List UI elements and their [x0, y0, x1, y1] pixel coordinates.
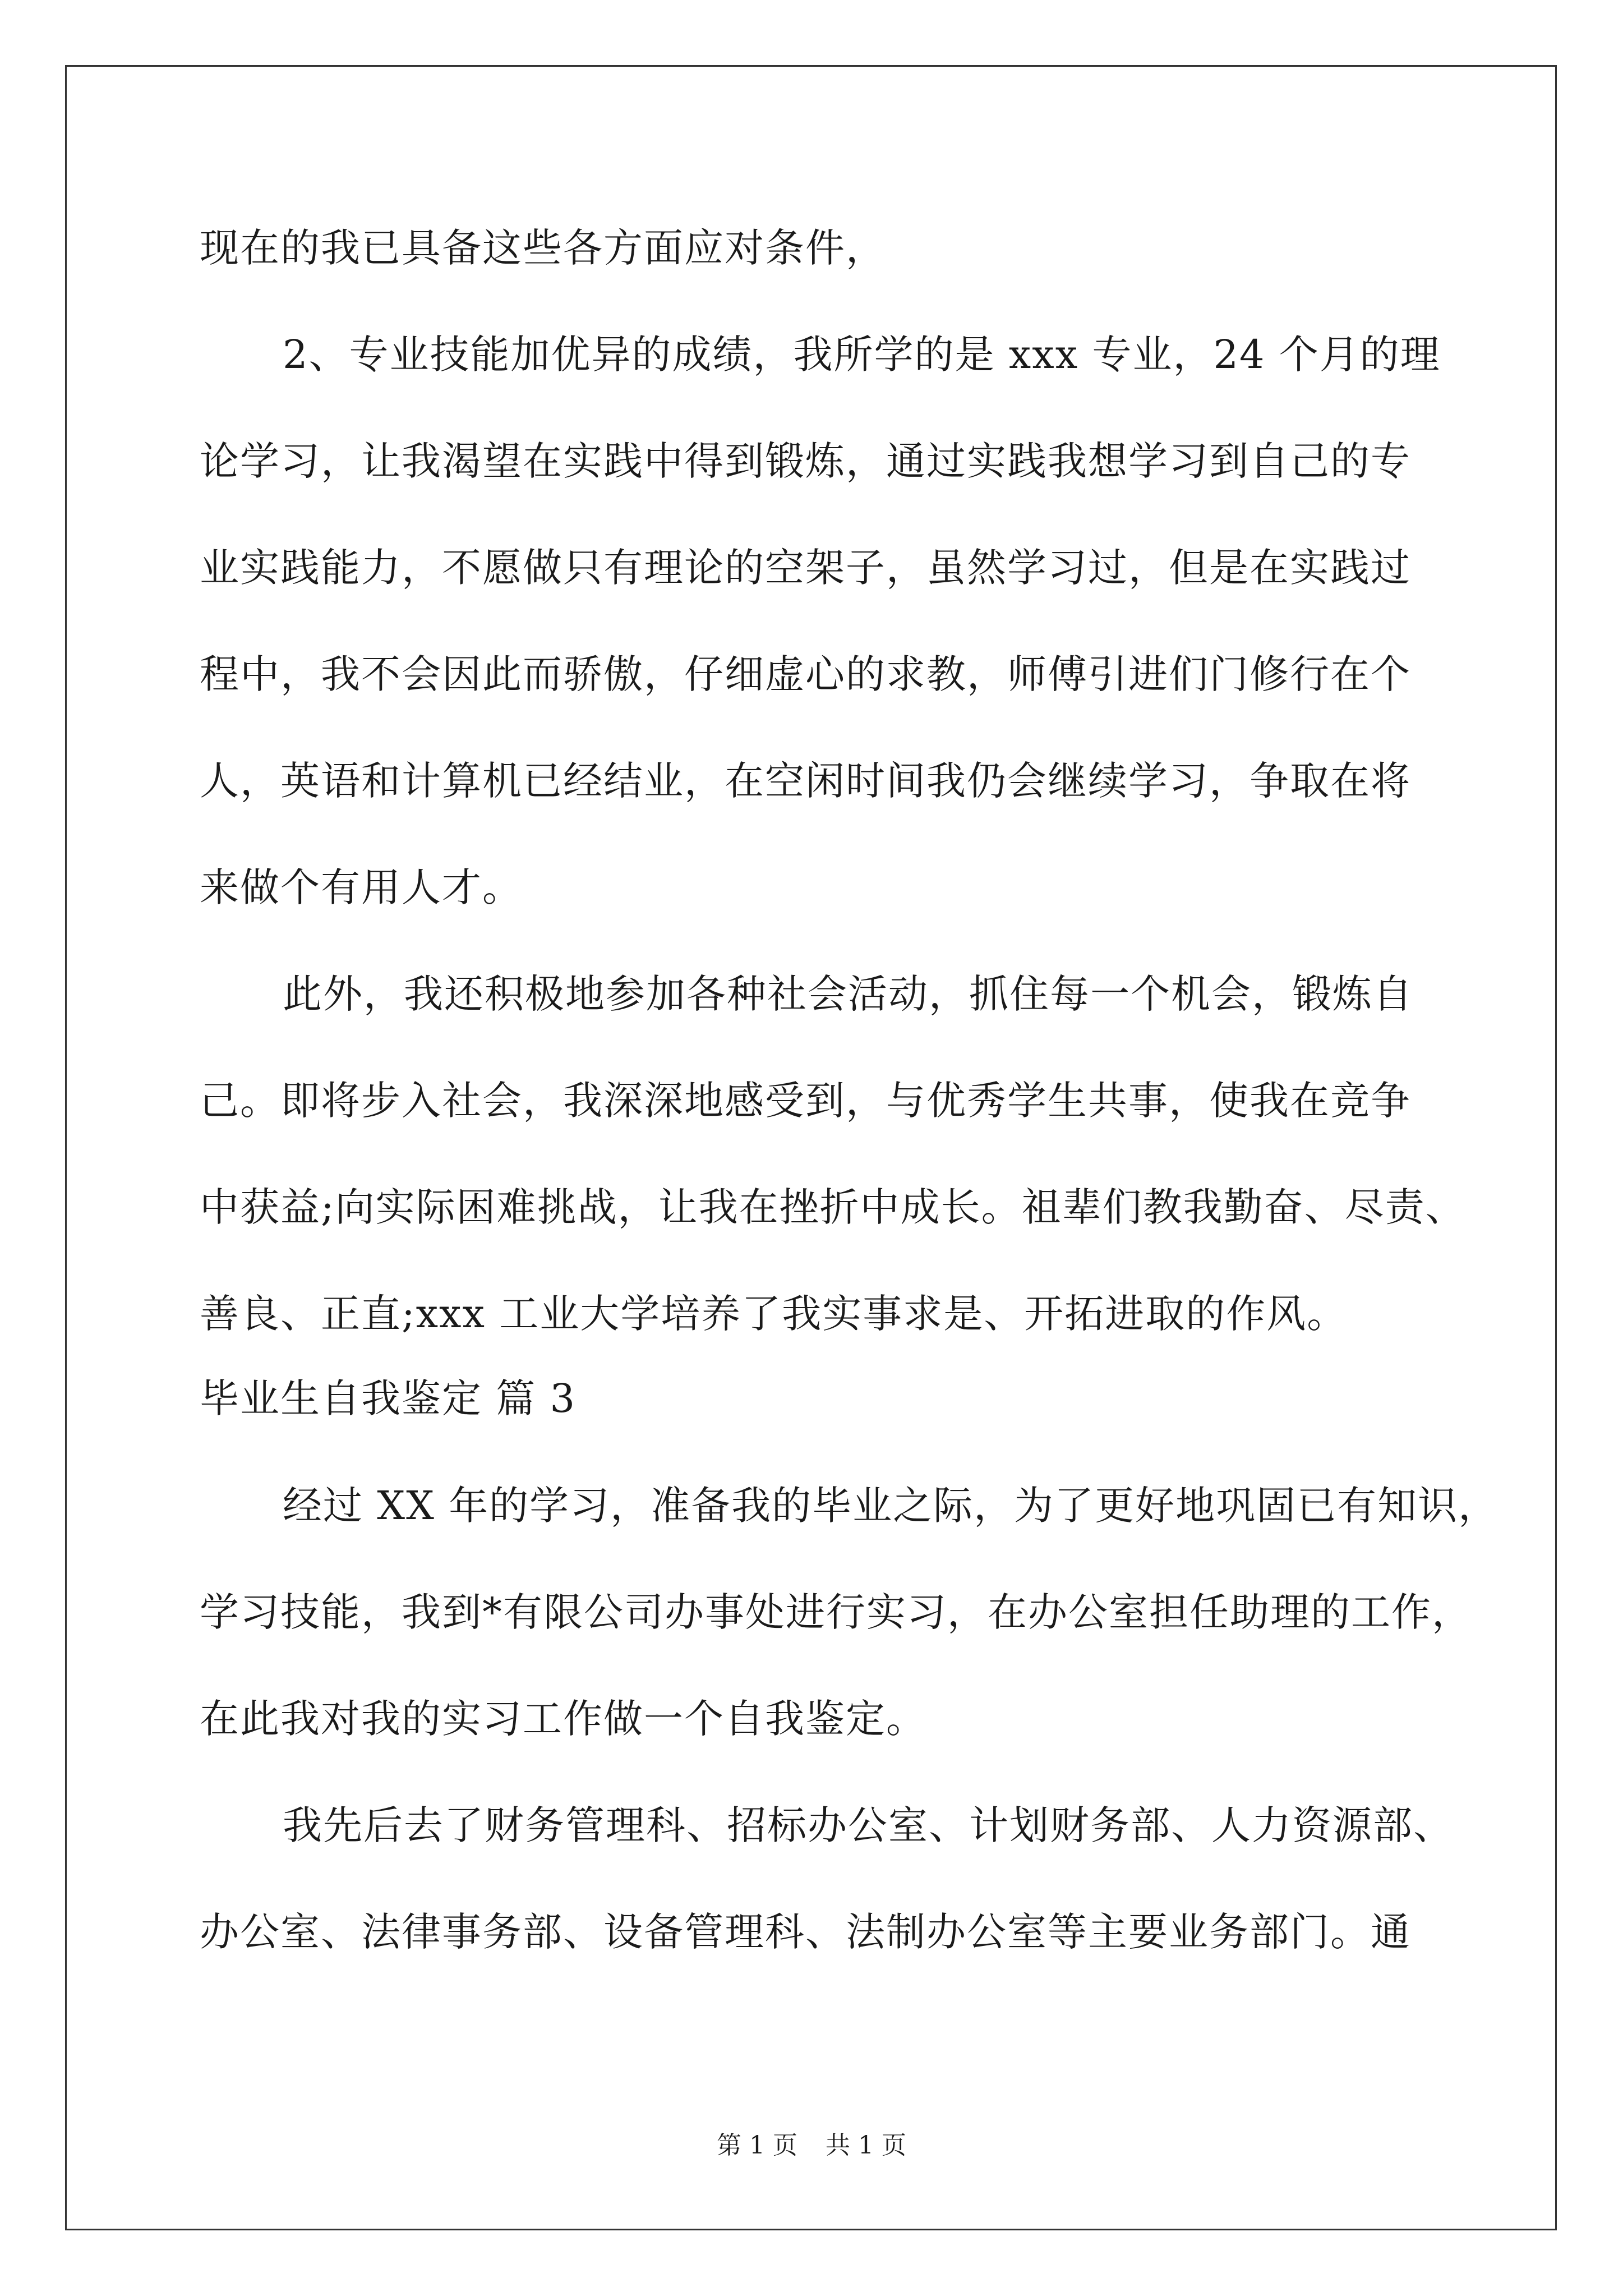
text-line: 程中，我不会因此而骄傲，仔细虚心的求教，师傅引进们门修行在个	[200, 651, 1411, 697]
text-line: 学习技能，我到*有限公司办事处进行实习，在办公室担任助理的工作，	[200, 1589, 1472, 1635]
text-line: 己。即将步入社会，我深深地感受到，与优秀学生共事，使我在竞争	[200, 1078, 1411, 1124]
page-number-total: 共 1 页	[826, 2131, 906, 2160]
paragraph-first-line: 此外，我还积极地参加各种社会活动，抓住每一个机会，锻炼自	[283, 971, 1413, 1017]
section-heading: 毕业生自我鉴定 篇 3	[200, 1375, 577, 1421]
text-line: 业实践能力，不愿做只有理论的空架子，虽然学习过，但是在实践过	[200, 545, 1411, 591]
text-line: 办公室、法律事务部、设备管理科、法制办公室等主要业务部门。通	[200, 1909, 1411, 1955]
text-line: 现在的我已具备这些各方面应对条件，	[200, 225, 886, 271]
paragraph-first-line: 经过 XX 年的学习，准备我的毕业之际，为了更好地巩固已有知识，	[283, 1483, 1499, 1529]
text-line: 人，英语和计算机已经结业，在空闲时间我仍会继续学习，争取在将	[200, 758, 1411, 804]
page-footer	[0, 2129, 1623, 2162]
text-line: 来做个有用人才。	[200, 864, 523, 910]
text-line: 在此我对我的实习工作做一个自我鉴定。	[200, 1696, 926, 1742]
paragraph-first-line: 我先后去了财务管理科、招标办公室、计划财务部、人力资源部、	[283, 1802, 1454, 1848]
text-line: 论学习，让我渴望在实践中得到锻炼，通过实践我想学习到自己的专	[200, 438, 1411, 484]
text-line: 善良、正直;xxx 工业大学培养了我实事求是、开拓进取的作风。	[200, 1291, 1348, 1337]
page-number-current: 第 1 页	[717, 2131, 797, 2160]
paragraph-first-line: 2、专业技能加优异的成绩，我所学的是 xxx 专业，24 个月的理	[283, 332, 1441, 378]
text-line: 中获益;向实际困难挑战，让我在挫折中成长。祖辈们教我勤奋、尽责、	[200, 1184, 1466, 1230]
